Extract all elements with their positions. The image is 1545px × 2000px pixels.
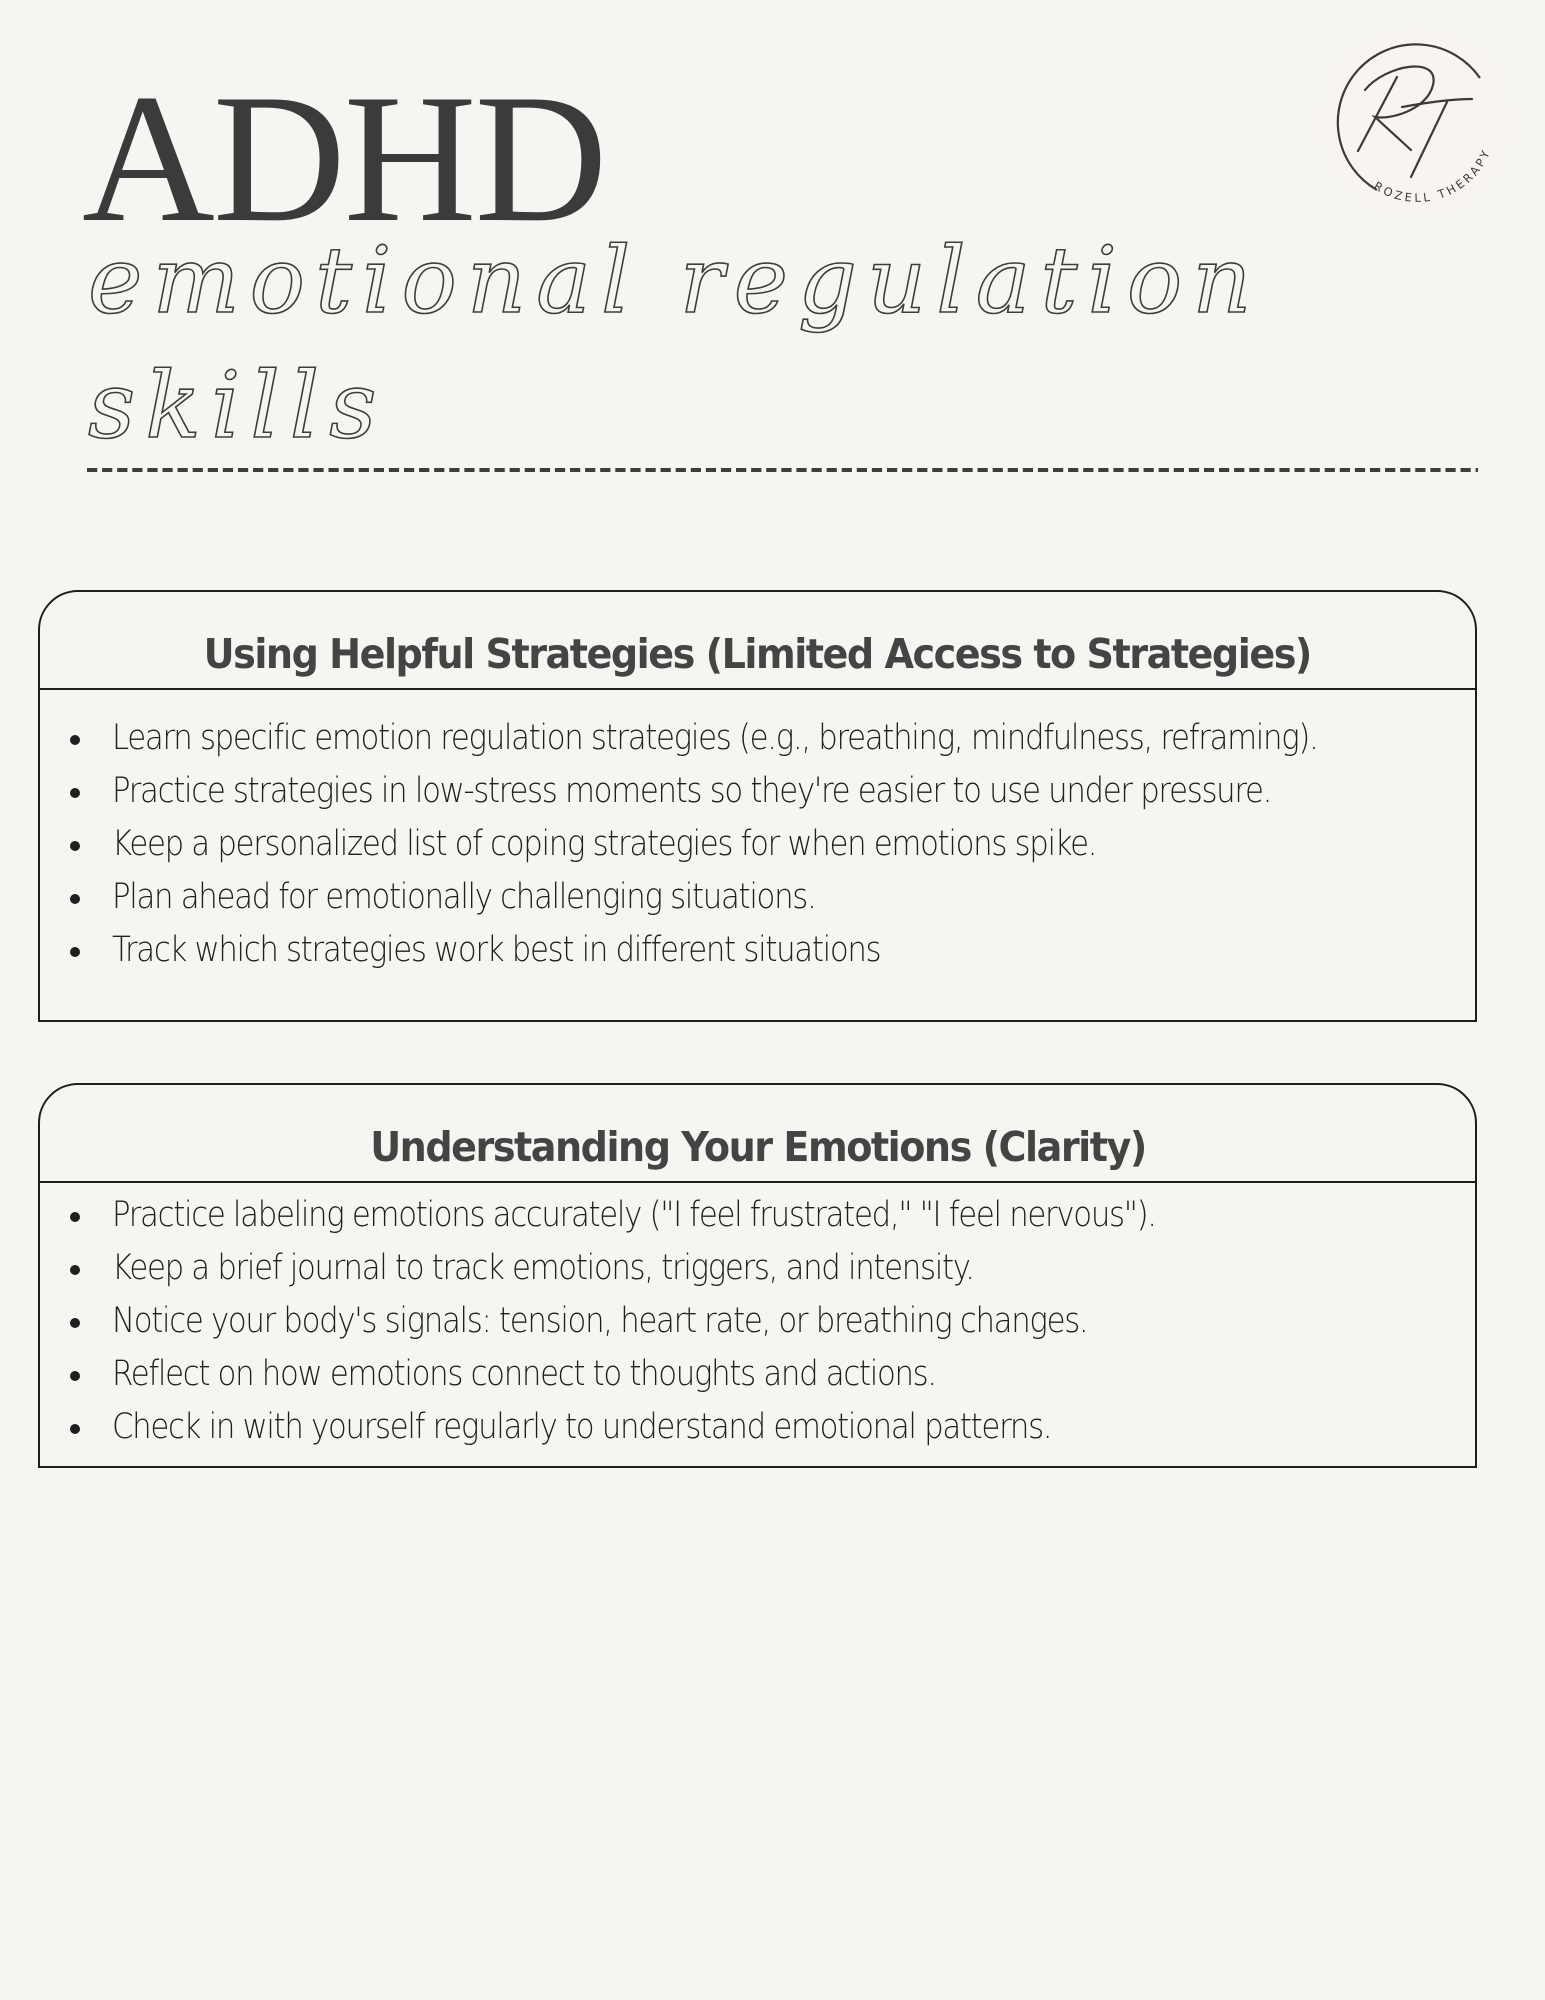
bullet-icon (70, 894, 80, 904)
bullet-icon (70, 1318, 80, 1328)
logo-brand-text: ROZELL THERAPY (1371, 145, 1494, 205)
list-item: Practice labeling emotions accurately ("I feel frustrated," "I feel nervous"). (70, 1189, 1475, 1242)
section-title: Understanding Your Emotions (Clarity) (369, 1123, 1146, 1171)
section-header (40, 1085, 1475, 1183)
list-item: Plan ahead for emotionally challenging situations. (70, 871, 1475, 924)
bullet-icon (70, 788, 80, 798)
bullet-icon (70, 1212, 80, 1222)
list-item: Check in with yourself regularly to understand emotional patterns. (70, 1401, 1475, 1454)
svg-text:ROZELL THERAPY (1371, 146, 1493, 205)
list-item: Learn specific emotion regulation strategies (e.g., breathing, mindfulness, reframing). (70, 712, 1475, 765)
list-item: Keep a brief journal to track emotions, triggers, and intensity. (70, 1242, 1475, 1295)
list-item: Practice strategies in low-stress moments so they're easier to use under pressure. (70, 765, 1475, 818)
subtitle-line-1: emotional regulation (88, 227, 1262, 334)
bullet-icon (70, 947, 80, 957)
emotion-clarity-list (40, 1183, 1475, 1454)
section-helpful-strategies (38, 590, 1477, 1022)
list-item: Notice your body's signals: tension, heart rate, or breathing changes. (70, 1295, 1475, 1348)
strategy-list (40, 690, 1475, 977)
bullet-icon (70, 841, 80, 851)
list-item: Reflect on how emotions connect to thoughts and actions. (70, 1348, 1475, 1401)
section-title: Using Helpful Strategies (Limited Access to Strategies) (203, 630, 1312, 678)
bullet-icon (70, 735, 80, 745)
bullet-icon (70, 1265, 80, 1275)
page-title: ADHD (82, 56, 606, 260)
bullet-icon (70, 1424, 80, 1434)
list-item: Track which strategies work best in different situations (70, 924, 1475, 977)
rozell-therapy-logo (1305, 25, 1515, 215)
subtitle-line-2: skills (88, 352, 387, 459)
section-header (40, 592, 1475, 690)
dashed-divider (87, 468, 1478, 472)
bullet-icon (70, 1371, 80, 1381)
list-item: Keep a personalized list of coping strategies for when emotions spike. (70, 818, 1475, 871)
section-understanding-emotions (38, 1083, 1477, 1468)
page-subtitle (88, 218, 1388, 468)
rt-monogram-icon (1305, 25, 1515, 215)
